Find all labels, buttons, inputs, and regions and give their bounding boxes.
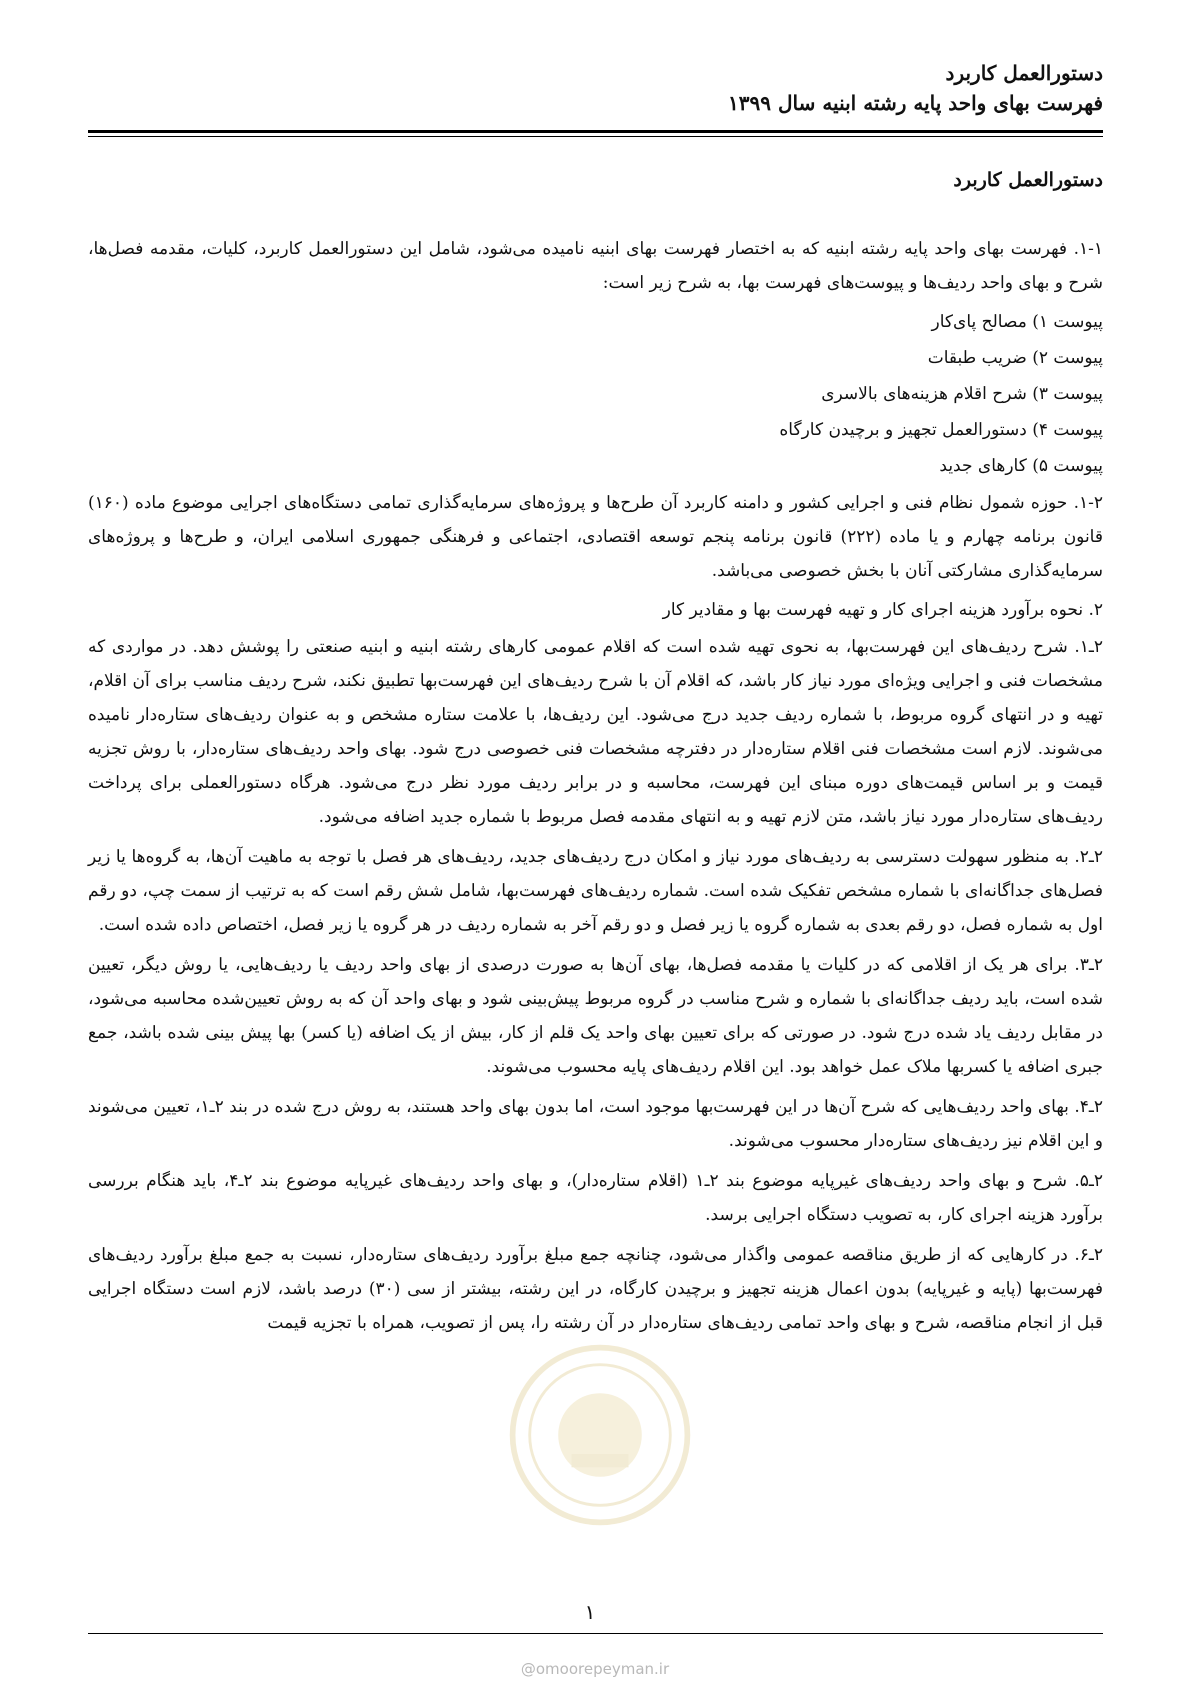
paragraph-2-4: ۲ـ۴. بهای واحد ردیف‌هایی که شرح آن‌ها در این فهرست‌بها موجود است، اما بدون بهای واحد هستند، به روش درج شده در بند ۲ـ۱، تعیین می‌شوند و این اقلام نیز ردیف‌های ستاره‌دار محسوب می‌شوند. — [88, 1097, 1103, 1151]
appendix-4: پیوست ۴) دستورالعمل تجهیز و برچیدن کارگاه — [779, 420, 1103, 440]
section-title: دستورالعمل کاربرد — [953, 169, 1103, 191]
header-rule-thin — [88, 136, 1103, 137]
appendix-5: پیوست ۵) کارهای جدید — [939, 456, 1103, 476]
page-number: ۱ — [584, 1600, 596, 1624]
section-2-heading: ۲. نحوه برآورد هزینه اجرای کار و تهیه فهرست بها و مقادیر کار — [662, 600, 1103, 620]
paragraph-1-2: ۱-۲. حوزه شمول نظام فنی و اجرایی کشور و دامنه کاربرد آن طرح‌ها و پروژه‌های سرمایه‌گذاری تمامی دستگاه‌های اجرایی موضوع ماده (۱۶۰) قانون برنامه چهارم و یا ماده (۲۲۲) قانون برنامه پنجم توسعه اقتصادی، اجتماعی و فرهنگی جمهوری اسلامی ایران، و طرح‌ها و پروژه‌های سرمایه‌گذاری مشارکتی آنان با بخش خصوصی می‌باشد. — [88, 493, 1103, 581]
page-header — [88, 58, 1103, 118]
header-subtitle: فهرست بهای واحد پایه رشته ابنیه سال ۱۳۹۹ — [728, 91, 1103, 115]
appendix-1: پیوست ۱) مصالح پای‌کار — [931, 312, 1103, 332]
paragraph-2-6: ۲ـ۶. در کارهایی که از طریق مناقصه عمومی واگذار می‌شود، چنانچه جمع مبلغ برآورد ردیف‌های ستاره‌دار، نسبت به جمع مبلغ برآورد ردیف‌های فهرست‌بها (پایه و غیرپایه) بدون اعمال هزینه تجهیز و برچیدن کارگاه، در این رشته، بیشتر از سی (۳۰) درصد باشد، لازم است دستگاه اجرایی قبل از انجام مناقصه، شرح و بهای واحد تمامی ردیف‌های ستاره‌دار در آن رشته را، پس از تصویب، همراه با تجزیه قیمت — [88, 1245, 1103, 1333]
header-title: دستورالعمل کاربرد — [945, 61, 1103, 85]
appendix-3: پیوست ۳) شرح اقلام هزینه‌های بالاسری — [821, 384, 1103, 404]
paragraph-2-5: ۲ـ۵. شرح و بهای واحد ردیف‌های غیرپایه موضوع بند ۲ـ۱ (اقلام ستاره‌دار)، و بهای واحد ردیف‌های غیرپایه موضوع بند ۲ـ۴، باید هنگام بررسی برآورد هزینه اجرای کار، به تصویب دستگاه اجرایی برسد. — [88, 1171, 1104, 1225]
footer-rule — [88, 1633, 1103, 1634]
paragraph-2-1: ۲ـ۱. شرح ردیف‌های این فهرست‌بها، به نحوی تهیه شده است که اقلام عمومی کارهای رشته ابنیه و ابنیه صنعتی را پوشش دهد. در مواردی که مشخصات فنی و اجرایی ویژه‌ای مورد نیاز کار باشد، که اقلام آن با شرح ردیف‌های این فهرست‌بها تطبیق نکند، شرح ردیف مناسب برای آن اقلام، تهیه و در انتهای گروه مربوط، با شماره ردیف جدید درج می‌شود. این ردیف‌ها، با علامت ستاره مشخص و به عنوان ردیف‌های ستاره‌دار نامیده می‌شوند. لازم است مشخصات فنی اقلام ستاره‌دار در دفترچه مشخصات فنی خصوصی درج شود. بهای واحد ردیف‌های ستاره‌دار، با روش تجزیه قیمت و بر اساس قیمت‌های دوره مبنای این فهرست، محاسبه و در برابر ردیف مورد نظر درج می‌شود. هرگاه دستورالعملی برای پرداخت ردیف‌های ستاره‌دار مورد نیاز باشد، متن لازم تهیه و به انتهای مقدمه فصل مربوط با شماره جدید اضافه می‌شود. — [88, 637, 1103, 827]
appendix-2: پیوست ۲) ضریب طبقات — [927, 348, 1103, 368]
website-watermark[interactable]: @omoorepeyman.ir — [520, 1660, 670, 1678]
paragraph-1-1: ۱-۱. فهرست بهای واحد پایه رشته ابنیه که به اختصار فهرست بهای ابنیه نامیده می‌شود، شامل این دستورالعمل کاربرد، کلیات، مقدمه فصل‌ها، شرح و بهای واحد ردیف‌ها و پیوست‌های فهرست بها، به شرح زیر است: — [88, 239, 1103, 293]
paragraph-2-2: ۲ـ۲. به منظور سهولت دسترسی به ردیف‌های مورد نیاز و امکان درج ردیف‌های جدید، ردیف‌های هر فصل با توجه به ماهیت آن‌ها، به گروه‌ها یا زیر فصل‌های جداگانه‌ای با شماره مشخص تفکیک شده است. شماره ردیف‌های فهرست‌بها، شامل شش رقم است که به ترتیب از سمت چپ، دو رقم اول به شماره فصل، دو رقم بعدی به شماره گروه یا زیر فصل و دو رقم آخر به شماره ردیف در هر گروه یا زیر فصل، اختصاص داده شده است. — [88, 847, 1103, 935]
paragraph-2-3: ۲ـ۳. برای هر یک از اقلامی که در کلیات یا مقدمه فصل‌ها، بهای آن‌ها به صورت درصدی از بهای واحد ردیف یا ردیف‌هایی، یا روش دیگر، تعیین شده است، باید ردیف جداگانه‌ای با شماره و شرح مناسب در گروه مربوط پیش‌بینی شود و بهای واحد آن که به روش تعیین‌شده محاسبه می‌شود، در مقابل ردیف یاد شده درج شود. در صورتی که برای تعیین بهای واحد یک قلم از کار، بیش از یک اضافه (یا کسر) بها پیش بینی شده باشد، جمع جبری اضافه یا کسربها ملاک عمل خواهد بود. این اقلام ردیف‌های پایه محسوب می‌شوند. — [88, 955, 1103, 1077]
document-body — [88, 160, 1103, 1346]
header-rule-thick — [88, 130, 1103, 133]
watermark-seal-icon — [505, 1340, 695, 1530]
